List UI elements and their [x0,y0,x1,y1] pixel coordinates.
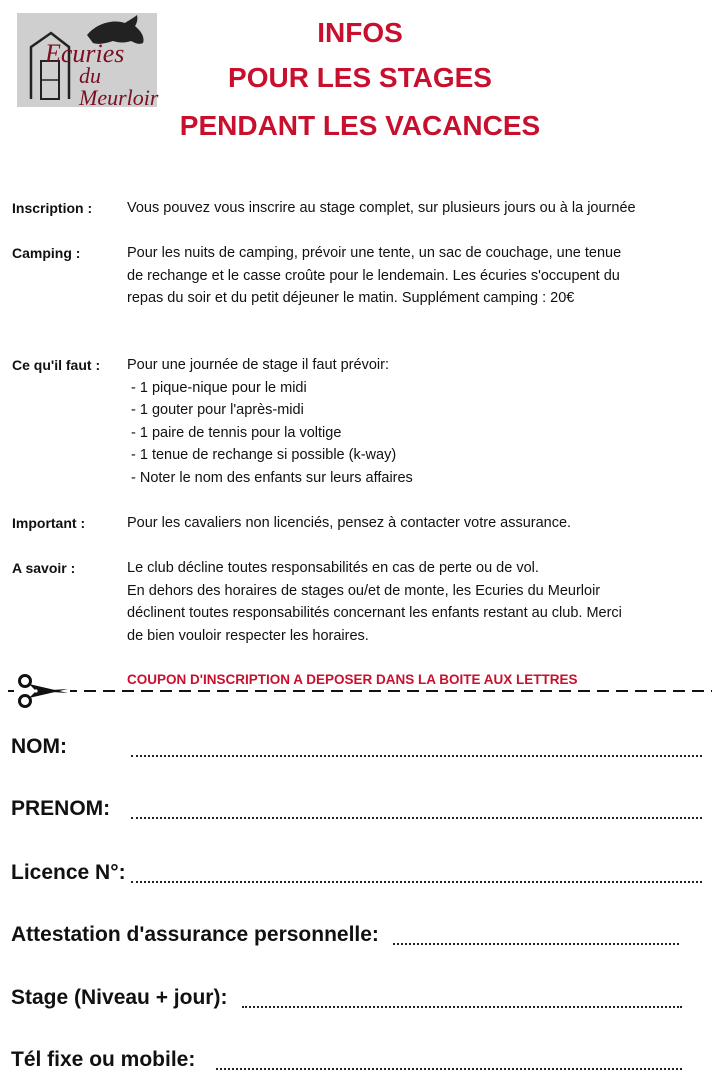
needs-label: Ce qu'il faut : [12,357,101,373]
title-line-3: PENDANT LES VACANCES [179,110,541,141]
telephone-label: Tél fixe ou mobile: [11,1048,196,1071]
licence-label: Licence N°: [11,861,126,884]
title-line-1: INFOS [317,17,403,48]
licence-field[interactable] [11,853,705,887]
list-item: - Noter le nom des enfants sur leurs affaires [131,469,413,486]
logo-text-line1: Ecuries [45,39,125,68]
inscription-text: Vous pouvez vous inscrire au stage complet, sur plusieurs jours ou à la journée [127,200,636,216]
list-item: - 1 gouter pour l'après-midi [131,402,304,418]
list-item: - 1 pique-nique pour le midi [131,379,307,396]
stage-label: Stage (Niveau + jour): [11,986,228,1009]
assurance-dotted-line[interactable] [393,943,679,945]
stage-dotted-line[interactable] [242,1006,682,1008]
savoir-label: A savoir : [12,560,76,576]
camping-label: Camping : [12,245,81,261]
prenom-dotted-line[interactable] [131,817,702,819]
needs-list [127,354,413,489]
nom-dotted-line[interactable] [131,755,702,757]
important-text: Pour les cavaliers non licenciés, pensez à contacter votre assurance. [127,515,572,531]
logo [17,13,159,110]
stage-field[interactable] [11,978,684,1012]
cut-line [8,690,712,692]
nom-label: NOM: [11,735,67,758]
needs-intro: Pour une journée de stage il faut prévoir: [127,357,389,373]
prenom-label: PRENOM: [11,797,111,820]
important-label: Important : [12,515,86,531]
nom-field[interactable] [11,727,705,761]
prenom-field[interactable] [11,789,705,823]
licence-dotted-line[interactable] [131,881,702,883]
telephone-dotted-line[interactable] [216,1068,682,1070]
assurance-field[interactable] [11,915,681,949]
savoir-text: Le club décline toutes responsabilités en cas de perte ou de vol. En dehors des horaires de stages ou/et de monte, les Ecuries du Meurloir déclinent toutes responsabilités concernant les enfants restant au club. Merci de bien vouloir respecter les horaires. [127,560,622,644]
inscription-label: Inscription : [12,200,93,216]
logo-text-line2: du Meurloir [79,63,159,110]
assurance-label: Attestation d'assurance personnelle: [11,923,379,946]
list-item: - 1 tenue de rechange si possible (k-way) [131,447,397,463]
telephone-field[interactable] [11,1040,684,1074]
coupon-title: COUPON D'INSCRIPTION A DEPOSER DANS LA BOITE AUX LETTRES [127,672,578,687]
list-item: - 1 paire de tennis pour la voltige [131,424,342,441]
camping-text: Pour les nuits de camping, prévoir une tente, un sac de couchage, une tenue de rechange et le casse croûte pour le lendemain. Les écuries s'occupent du repas du soir et du petit déjeuner le matin. Supplément camping : 20€ [127,245,622,306]
scissors-icon [14,674,70,708]
title-line-2: POUR LES STAGES [228,62,492,93]
